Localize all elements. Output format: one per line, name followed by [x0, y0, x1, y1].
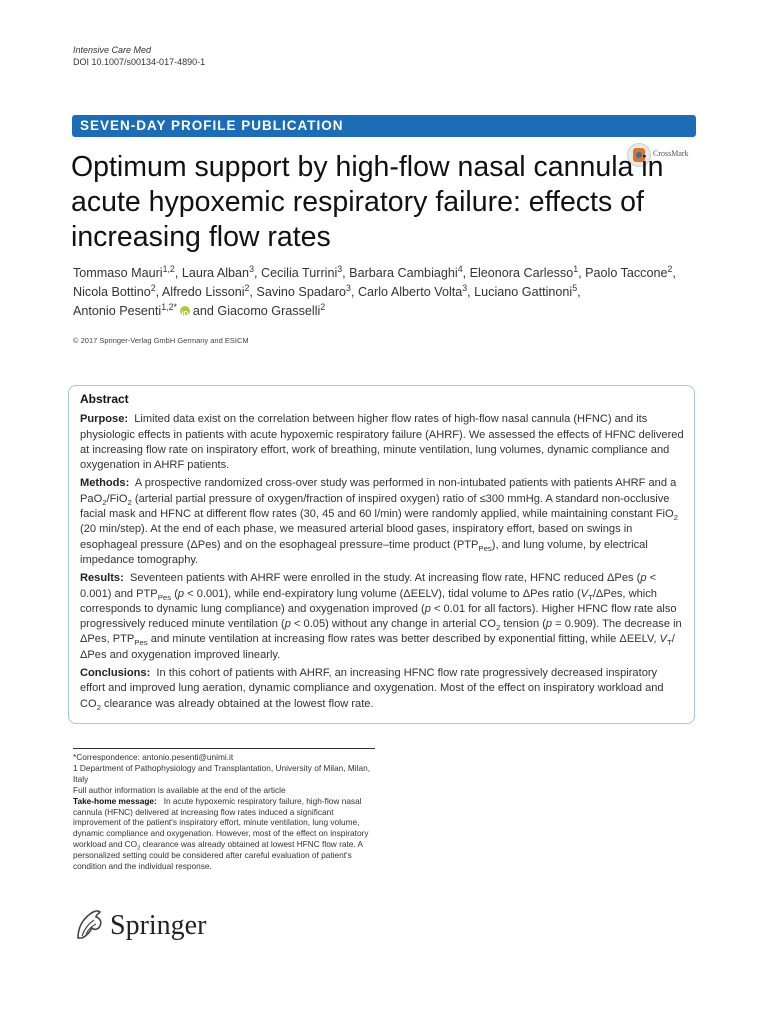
orcid-icon[interactable]: iD	[180, 306, 190, 316]
abstract	[80, 392, 684, 715]
abstract-heading: Abstract	[80, 392, 129, 406]
springer-logo	[72, 906, 222, 946]
journal-name: Intensive Care Med	[73, 45, 152, 55]
correspondence[interactable]: *Correspondence: antonio.pesenti@unimi.it	[73, 752, 234, 762]
author-line-1: Tommaso Mauri$^{1,2}$, Laura Alban$^3$, Cecilia Turrini$^3$, Barbara Cambiaghi$^4$, Eleonora Carlesso$^1$, Paolo Taccone$^2$,	[73, 263, 676, 280]
crossmark-label: CrossMark	[653, 149, 689, 158]
footnote-rule	[73, 748, 375, 749]
section-banner-label: SEVEN-DAY PROFILE PUBLICATION	[80, 118, 344, 133]
abstract-methods: Methods: A prospective randomized cross-over study was performed in non-intubated patients with patients AHRF and a PaO$_2$/FiO$_2$ (arterial partial pressure of oxygen/fraction of inspired oxygen) ratio of ≤300 mmHg. A standard non-occlusive facial mask and HFNC at different flow rates (30, 45 and 60 l/min) were randomly applied, while maintaining constant FiO$_2$ (20 min/step). At the end of each phase, we measured arterial blood gases, inspiratory effort, based on swings in esophageal pressure (ΔPes) and on the esophageal pressure–time product $(PTP_{Pes})$, and lung volume, by electrical impedance tomography.	[80, 477, 678, 566]
springer-wordmark: Springer	[110, 910, 207, 941]
abstract-conclusions: Conclusions: In this cohort of patients with AHRF, an increasing HFNC flow rate progressively decreased inspiratory effort and improved lung aeration, dynamic compliance and oxygenation. Most of the effect on inspiratory workload and $CO_2$ clearance was already obtained at the lowest flow rate.	[80, 667, 664, 712]
footnotes	[73, 752, 375, 872]
author-line-3: Antonio Pesenti$^{1,2*}$ iD and Giacomo Grasselli$^2$	[73, 301, 326, 318]
abstract-results: Results: Seventeen patients with AHRF were enrolled in the study. At increasing flow rate, HFNC reduced ΔPes (p < 0.001) and $PTP_{Pes}$ (p < 0.001), while end-expiratory lung volume (ΔEELV), tidal volume to ΔPes ratio ($V_T$/ΔPes, which corresponds to dynamic lung compliance) and oxygenation improved (p < 0.01 for all factors). Higher HFNC flow rate also progressively reduced minute ventilation (p < 0.05) without any change in arterial $CO_2$ tension (p = 0.909). The decrease in ΔPes, $PTP_{Pes}$ and minute ventilation at increasing flow rates was better described by exponential fitting, while ΔEELV, $V_T$/ΔPes and oxygenation improved linearly.	[80, 572, 682, 661]
journal-header	[73, 44, 205, 68]
author-line-2: Nicola Bottino$^2$, Alfredo Lissoni$^2$, Savino Spadaro$^3$, Carlo Alberto Volta$^3$, Luciano Gattinoni$^5$,	[73, 282, 581, 299]
section-banner	[72, 115, 696, 137]
affiliation: 1 Department of Pathophysiology and Transplantation, University of Milan, Milan, Italy	[73, 762, 370, 784]
doi[interactable]: DOI 10.1007/s00134-017-4890-1	[73, 57, 206, 67]
copyright-notice: © 2017 Springer-Verlag GmbH Germany and ESICM	[73, 336, 249, 345]
author-list	[73, 264, 703, 321]
full-author-info: Full author information is available at the end of the article	[73, 784, 286, 795]
springer-horse-icon	[72, 906, 106, 942]
take-home-message: Take-home message: In acute hypoxemic respiratory failure, high-flow nasal cannula (HFNC) delivered at increasing flow rates induced a significant improvement of the patient's inspiratory effort, minute ventilation, lung volume, dynamic compliance and oxygenation. However, most of the effect on inspiratory workload and $CO_2$ clearance was already obtained at lowest HFNC flow rate. A personalized setting could be considered after careful evaluation of patient's condition and the individual response.	[73, 795, 369, 872]
abstract-purpose: Purpose: Limited data exist on the correlation between higher flow rates of high-flow nasal cannula (HFNC) and its physiologic effects in patients with acute hypoxemic respiratory failure (AHRF). We assessed the effects of HFNC delivered at increasing flow rate on inspiratory effort, work of breathing, minute ventilation, lung volumes, dynamic compliance and oxygenation in AHRF patients.	[80, 413, 684, 472]
article-title: Optimum support by high-flow nasal cannula in acute hypoxemic respiratory failure: effects of increasing flow rates	[71, 151, 664, 253]
